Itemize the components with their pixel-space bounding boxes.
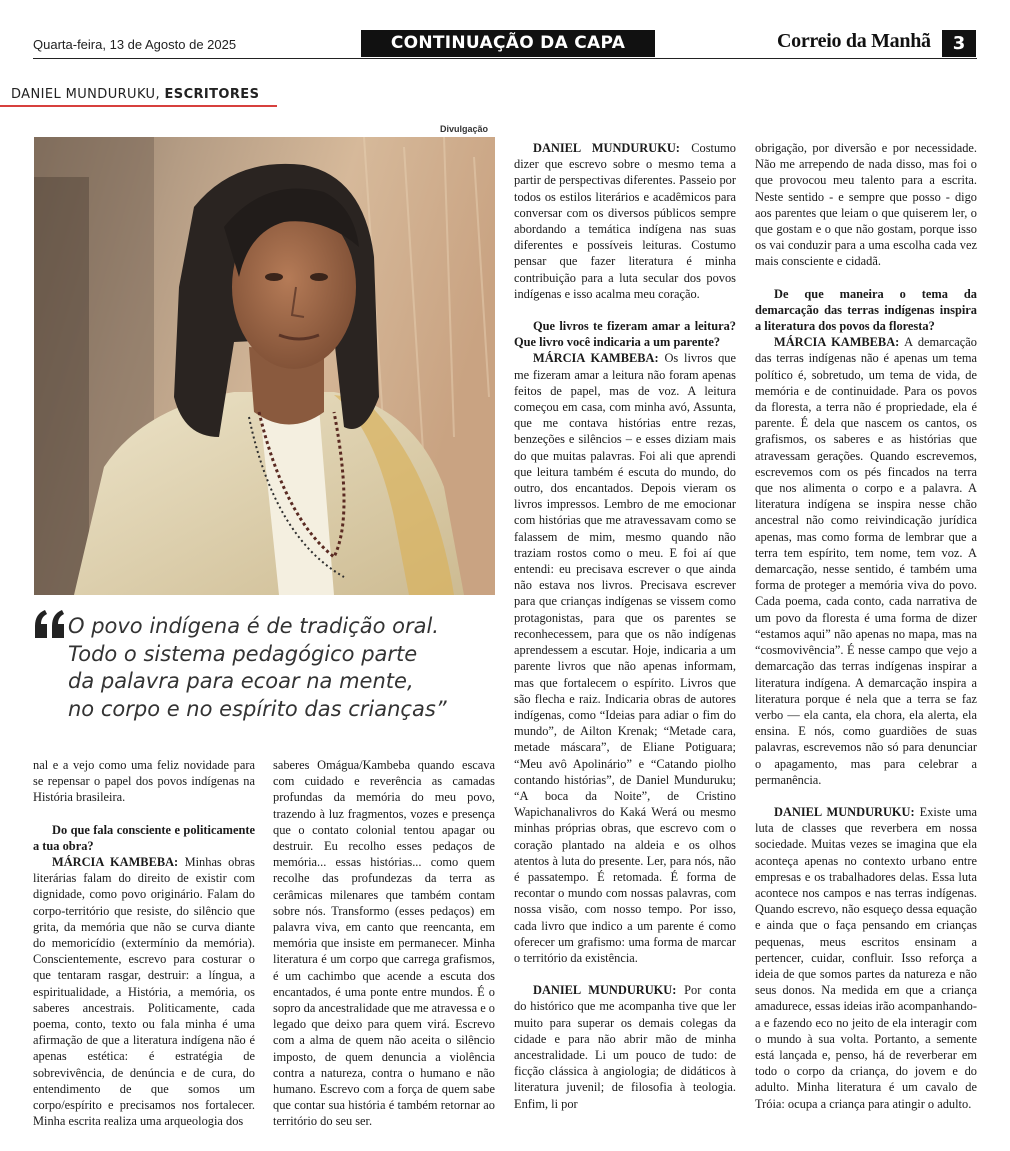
speaker-name: DANIEL MUNDURUKU:: [533, 983, 677, 998]
byline-role: ESCRITORES: [164, 87, 260, 102]
pull-quote-line: O povo indígena é de tradição oral.: [68, 614, 439, 638]
paragraph: obrigação, por diversão e por necessidade. Não me arrependo de nada disso, mas foi o que provocou meu talento para a escrita. Neste sentido - e sempre que posso - digo aos parentes que leiam o que quiserem ler, o que gostam e o que não gostam, porque isso os vai conduzir para a uma escolha cada vez mais consciente e cidadã.: [755, 141, 977, 269]
header-rule: [33, 58, 977, 59]
answer-text: A demarcação das terras indígenas não é apenas um tema político é, sobretudo, um tema de vida, de memória e de continuidade. Para os povos da floresta, a terra não é propriedade, ela é parente. É dela que nascem os cantos, os grafismos, os saberes e as histórias que atravessam gerações. Quando escrevemos, escrevemos com os pés fincados na terra que nos alimenta o corpo e a palavra. A literatura indígena se inspira nesse chão ancestral não como reivindicação jurídica apenas, mas como forma de lembrar que a terra tem espírito, tem nome, tem voz. A demarcação, nesse sentido, é também uma forma de proteger a memória viva do povo. Cada poema, cada conto, cada narrativa de um povo da floresta é uma forma de dizer “estamos aqui” não apenas no mapa, mas na “cosmovivência”. É nesse campo que vejo a demarcação das terras indígenas inspirar a literatura indígena. A demarcação inspira a literatura porque é nela que a terra se faz verbo — ela canta, ela chora, ela alerta, ela ensina. E nós, como guardiões de suas palavras, escrevemos não só para denunciar o apagamento, mas para celebrar a permanência.: [755, 335, 977, 787]
answer-text: Por conta do histórico que me acompanha tive que ler muito para superar os demais colegas da cidade e para não abrir mão de minha ancestralidade. Li um pouco de tudo: de ficção clássica à angiologia; de didáticos à literatura juvenil; de filosofia à teologia. Enfim, li por: [514, 983, 736, 1111]
speaker-name: DANIEL MUNDURUKU:: [774, 804, 915, 819]
answer-text: Costumo dizer que escrevo sobre o mesmo tema a partir de perspectivas diferentes. Passeio por todos os estilos literários e acadêmicos para conversar com os diversos públicos sempre abordando a temática indígena nas suas diferentes e possíveis leituras. Costumo pensar que fazer literatura é minha contribuição para a luta secular dos povos indígenas e isso acalma meu coração.: [514, 141, 736, 301]
paragraph: [33, 854, 255, 1129]
pull-quote: [68, 613, 498, 723]
paragraph: [514, 140, 736, 302]
speaker-name: MÁRCIA KAMBEBA:: [533, 351, 659, 366]
section-title: CONTINUAÇÃO DA CAPA: [361, 30, 655, 57]
byline-underline: [0, 105, 277, 107]
article-column-4: [755, 140, 977, 1112]
paragraph: saberes Omágua/Kambeba quando escava com cuidado e reverência as camadas profundas da memória do meu povo, trazendo à luz fragmentos, vozes e presença que o contato colonial tentou apagar ou destruir. Eu recolho esses pedaços de memória... essas histórias... como quem recolhe das profundezas da terra as cerâmicas milenares que também contam sobre nós. Transformo (esses pedaços) em palavra viva, em canto que reencanta, em memória que insiste em permanecer. Minha literatura é um corpo que carrega grafismos, é um cachimbo que acende a escuta dos encantados, é uma ponte entre mundos. É o sopro da ancestralidade que me atravessa e o legado que deixo para quem virá. Escrevo com a alma de quem não aceita o silêncio imposto, de quem denuncia a violência contra a natureza, contra o humano e não humano. Escrevo com a força de quem sabe que contar sua história é também retornar ao território do seu ser.: [273, 758, 495, 1129]
newspaper-masthead: Correio da Manhã: [777, 30, 931, 52]
interview-question: De que maneira o tema da demarcação das terras indígenas inspira a literatura dos povos da floresta?: [755, 286, 977, 334]
paragraph: [514, 350, 736, 966]
answer-text: Minhas obras literárias falam do direito de existir com dignidade, como povo originário. Falam do corpo-território que resiste, do silêncio que grita, da memória que não se curva diante do memoricídio (extermínio da memória). Conscientemente, escrevo para costurar o que tentaram rasgar, destruir: a língua, a espiritualidade, a História, a memória, os saberes ancestrais. Politicamente, cada poema, conto, texto ou fala minha é uma afirmação de que a literatura indígena não é apenas estética: é estratégia de sobrevivência, de denúncia e de cura, do entendimento de que somos um corpo/espírito e precisamos nos fortalecer. Minha escrita realiza uma arqueologia dos: [33, 855, 255, 1129]
photo-credit: Divulgação: [440, 124, 489, 134]
speaker-name: MÁRCIA KAMBEBA:: [774, 335, 900, 350]
pull-quote-line: no corpo e no espírito das crianças”: [68, 696, 447, 721]
article-column-2: [273, 757, 495, 1130]
speaker-name: MÁRCIA KAMBEBA:: [52, 855, 179, 870]
pull-quote-line: da palavra para ecoar na mente,: [68, 669, 414, 693]
interview-question: Do que fala consciente e politicamente a tua obra?: [33, 822, 255, 853]
paragraph: [514, 982, 736, 1112]
paragraph: [755, 334, 977, 788]
paragraph: [755, 804, 977, 1112]
quote-mark-icon: [33, 608, 67, 642]
page-number: 3: [942, 30, 976, 57]
answer-text: Os livros que me fizeram amar a leitura não foram apenas feitos de papel, mas de voz. A leitura começou em casa, com minha avó, Assunta, que me contava histórias entre rezas, benzeções e silêncios – e esses diziam mais do que muitas palavras. Foi ali que aprendi que leitura também é escuta do mundo, do outro, dos encantados. Depois vieram os livros impressos. Lembro de me emocionar com histórias que me atravessavam como se falassem de mim, mesmo quando não traziam rostos como o meu. E foi aí que entendi: eu precisava escrever o que ainda não estava nos livros. Precisava escrever para que crianças indígenas se vissem como protagonistas, para que os parentes se reconhecessem, para que os não indígenas aprendessem a escutar. Hoje, indicaria a um parente livros que não apenas informam, mas que fortalecem o espírito. Livros que são flecha e raiz. Indicaria obras de autores indígenas, como “Ideias para adiar o fim do mundo”, de Ailton Krenak; “Metade cara, metade máscara”, de Eliane Potiguara; “Meu avô Apolinário” e “Catando piolho contando histórias”, de Daniel Munduruku; “A boca da Noite”, de Cristino Wapichanalivros do Kaká Werá ou mesmo minhas próprias obras, que escrevo com o coração plantado na aldeia e os olhos atentos à luta do presente. Ler, para nós, não é passatempo. É retomada. É forma de recontar o mundo com nossas palavras, com nossa visão, com nosso tempo. Por isso, cada livro que indico a um parente é como oferecer um grafismo: uma forma de marcar o território da existência.: [514, 351, 736, 965]
byline-names: DANIEL MUNDURUKU,: [11, 87, 160, 102]
answer-text: Existe uma luta de classes que reverbera em nossa sociedade. Muitas vezes se imagina que ela aconteça apenas no contexto urbano entre empresas e os trabalhadores delas. Essa luta acontece nos campos e nas terras indígenas. Quando escrevo, não esqueço dessa equação e ainda que o faça pensando em crianças pequenas, meus escritos ensinam a pertencer, cuidar, confluir. Isso reforça a ideia de que somos partes da natureza e não seus donos. Na medida em que a criança amadurece, essas ideias irão acompanhando-a e fazendo eco no jeito de ela interagir com o mundo à sua volta. Portanto, a semente está lançada e, penso, há de reverberar em todo o corpo da criança, do jovem e do adulto. Minha literatura é um cavalo de Tróia: ocupa a criança para atingir o adulto.: [755, 804, 977, 1111]
article-column-1: [33, 757, 255, 1129]
article-column-3: [514, 140, 736, 1112]
interview-question: Que livros te fizeram amar a leitura? Que livro você indicaria a um parente?: [514, 319, 736, 350]
byline: [11, 87, 259, 102]
speaker-name: DANIEL MUNDURUKU:: [533, 141, 680, 155]
paragraph: nal e a vejo como uma feliz novidade para se repensar o papel dos povos indígenas na História brasileira.: [33, 758, 255, 805]
author-portrait-photo: [34, 137, 495, 595]
issue-date: Quarta-feira, 13 de Agosto de 2025: [33, 37, 237, 52]
pull-quote-line: Todo o sistema pedagógico parte: [68, 641, 418, 666]
